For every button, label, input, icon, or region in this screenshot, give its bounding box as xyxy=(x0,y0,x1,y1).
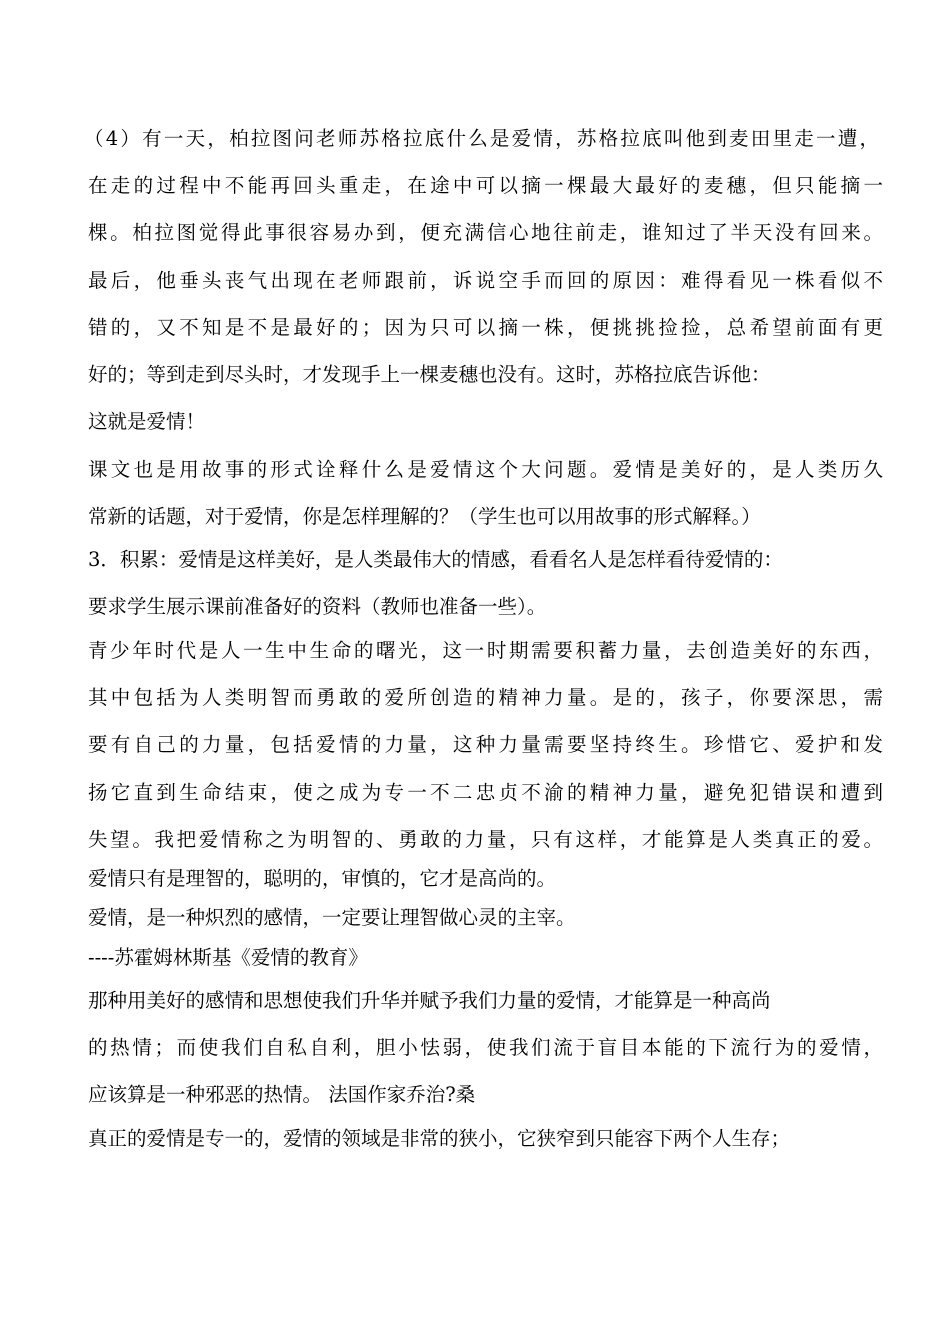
text-line: 3．积累：爱情是这样美好，是人类最伟大的情感，看看名人是怎样看待爱情的： xyxy=(88,548,783,571)
text-line: 错的，又不知是不是最好的；因为只可以摘一株，便挑挑捡捡，总希望前面有更 xyxy=(88,316,883,339)
text-line: 课文也是用故事的形式诠释什么是爱情这个大问题。爱情是美好的，是人类历久 xyxy=(88,458,883,481)
text-line: 爱情，是一种炽烈的感情，一定要让理智做心灵的主宰。 xyxy=(88,906,576,929)
text-line: 扬它直到生命结束，使之成为专一不二忠贞不渝的精神力量，避免犯错误和遭到 xyxy=(88,781,883,804)
text-line: 的热情；而使我们自私自利，胆小怯弱，使我们流于盲目本能的下流行为的爱情， xyxy=(88,1036,883,1059)
text-line: 失望。我把爱情称之为明智的、勇敢的力量，只有这样，才能算是人类真正的爱。 xyxy=(88,828,883,851)
text-line: （4）有一天，柏拉图问老师苏格拉底什么是爱情，苏格拉底叫他到麦田里走一遭， xyxy=(84,127,879,150)
text-line: 要求学生展示课前准备好的资料（教师也准备一些）。 xyxy=(88,595,547,618)
text-line: 青少年时代是人一生中生命的曙光，这一时期需要积蓄力量，去创造美好的东西， xyxy=(88,639,883,662)
text-line: 爱情只有是理智的，聪明的，审慎的，它才是高尚的。 xyxy=(88,867,557,890)
text-line: 最后，他垂头丧气出现在老师跟前，诉说空手而回的原因：难得看见一株看似不 xyxy=(88,269,883,292)
text-line: 应该算是一种邪恶的热情。 法国作家乔治?桑 xyxy=(88,1083,476,1106)
attribution: ----苏霍姆林斯基《爱情的教育》 xyxy=(88,946,368,969)
text-line: 棵。柏拉图觉得此事很容易办到，便充满信心地往前走，谁知过了半天没有回来。 xyxy=(88,221,883,244)
text-line: 这就是爱情！ xyxy=(88,410,206,433)
text-line: 在走的过程中不能再回头重走，在途中可以摘一棵最大最好的麦穗，但只能摘一 xyxy=(88,174,883,197)
text-line: 常新的话题，对于爱情，你是怎样理解的？（学生也可以用故事的形式解释。） xyxy=(88,505,761,528)
text-line: 其中包括为人类明智而勇敢的爱所创造的精神力量。是的，孩子，你要深思，需 xyxy=(88,686,883,709)
text-line: 那种用美好的感情和思想使我们升华并赋予我们力量的爱情，才能算是一种高尚 xyxy=(88,989,771,1012)
text-line: 要有自己的力量，包括爱情的力量，这种力量需要坚持终生。珍惜它、爱护和发 xyxy=(88,733,883,756)
text-line: 好的；等到走到尽头时，才发现手上一棵麦穗也没有。这时，苏格拉底告诉他： xyxy=(88,363,771,386)
text-line: 真正的爱情是专一的，爱情的领域是非常的狭小，它狭窄到只能容下两个人生存； xyxy=(88,1127,791,1150)
